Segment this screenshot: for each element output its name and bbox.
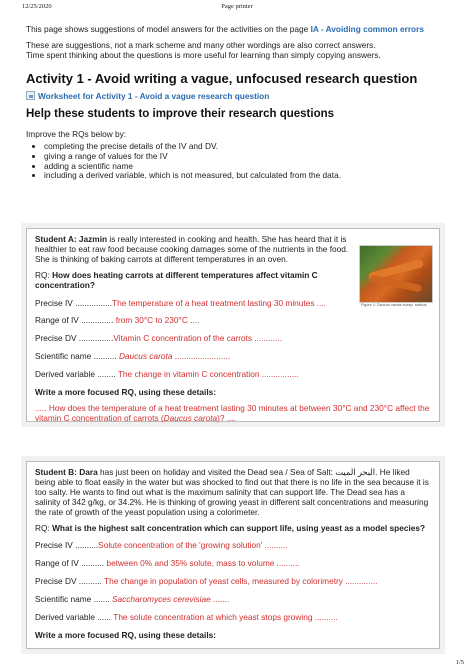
rq-label: RQ: [35,269,53,280]
answer-text: Saccharomyces cerevisiae [109,594,211,605]
scientific-name-row [35,595,431,605]
intro-line-3: Time spent thinking about the questions is more useful for learning than simply copying answers. [26,50,381,61]
answer-text: The change in population of yeast cells, measured by colorimetry .............. [101,576,378,587]
student-a-rq [35,271,355,291]
field-label: Scientific name .......... [35,351,117,362]
worksheet-link[interactable]: Worksheet for Activity 1 - Avoid a vague research question [38,90,270,101]
answer-text: Daucus carota [118,351,173,362]
range-iv-row [35,559,431,569]
page-number: 1/5 [455,659,464,666]
print-header [0,3,474,15]
answer-text: Vitamin C concentration of the carrots ............ [113,333,283,344]
student-b-rq [35,524,431,534]
derived-variable-row [35,613,431,623]
focused-rq-answer [35,404,431,424]
field-label: Precise DV .......... [35,576,102,587]
student-b-intro [35,468,431,518]
student-b-intro-text: has just been on holiday and visited the Dead sea / Sea of Salt: البحر الميت. He liked being able to float easily in the water but was shocked to find out that there is no life in the sea because it is too salty. He wants to find out what is the maximum salinity that can support life. The Dead sea has a salinity of 342 g/kg, or 34.2%. He is thinking of growing yeast in different salt concentrations and measuring the rate of growth of the yeast population using a colorimeter. [35,467,429,517]
list-item: • adding a scientific name [44,162,454,172]
student-b-box [26,461,440,649]
student-b-label: Student B: Dara [35,467,98,477]
improve-intro: Improve the RQs below by: [26,128,127,139]
answer-text: The change in vitamin C concentration ................ [117,369,299,380]
print-date: 12/25/2020 [22,3,52,10]
field-label: Precise DV ............... [35,333,114,344]
student-a-box [26,228,440,422]
list-item: • completing the precise details of the IV and DV. [44,142,454,152]
rq-text: What is the highest salt concentration which can support life, using yeast as a model species? [52,522,426,533]
focused-rq-label: Write a more focused RQ, using these details: [35,387,217,398]
field-label: Derived variable ........ [35,369,116,380]
focused-rq-label: Write a more focused RQ, using these details: [35,629,217,640]
print-title: Page printer [221,3,253,10]
main-content [26,24,454,181]
carrots-photo [359,245,433,303]
student-a-intro-text: is really interested in cooking and health. She has heard that it is healthier to eat raw food because cooking damages some of the nutrients in the food. She is thinking of baking carrots at different temperatures in an oven. [35,234,349,264]
precise-dv-row [35,577,431,587]
list-item: • giving a range of values for the IV [44,152,454,162]
answer-tail: )? .... [217,412,237,423]
answer-tail: ....... [210,594,230,605]
answer-text: The temperature of a heat treatment lasting 30 minutes .... [112,297,326,308]
derived-variable-row [35,370,431,380]
precise-dv-row [35,334,431,344]
answer-text: The solute concentration at which yeast stops growing .......... [113,612,338,623]
improvement-list [26,142,454,181]
document-icon [26,91,35,100]
precise-iv-row [35,541,431,551]
range-iv-row [35,316,431,326]
answer-sci: Daucus carota [163,412,218,423]
worksheet-row [26,91,454,101]
help-title: Help these students to improve their research questions [26,107,335,120]
figure-caption: Figure 1: Daucus carota subsp. sativus [361,303,427,307]
answer-text: ..... How does the temperature of a heat treatment lasting 30 minutes at between 30°C and 230°C affect the vitamin C concentration of carrots ( [35,402,430,423]
field-label: Scientific name ....... [35,594,110,605]
rq-text: How does heating carrots at different temperatures affect vitamin C concentration? [35,269,318,290]
answer-text: from 30°C to 230°C .... [113,315,200,326]
scientific-name-row [35,352,431,362]
field-label: Precise IV .......... [35,540,99,551]
field-label: Precise IV ................ [35,297,112,308]
intro-line-2: These are suggestions, not a mark scheme and many other wordings are also correct answers. [26,40,376,51]
answer-text: between 0% and 35% solute, mass to volume .......... [104,558,300,569]
answer-text: Solute concentration of the 'growing solution' .......... [98,540,288,551]
activity-title: Activity 1 - Avoid writing a vague, unfocused research question [26,70,418,86]
list-item: • including a derived variable, which is not measured, but calculated from the data. [44,171,454,181]
rq-label: RQ: [35,522,53,533]
ia-page-link[interactable]: IA - Avoiding common errors [310,24,424,34]
field-label: Derived variable ...... [35,612,112,623]
answer-tail: ........................ [172,351,231,362]
field-label: Range of IV .............. [35,315,114,326]
student-a-intro [35,235,355,265]
intro-line-1 [26,24,454,34]
intro-text: This page shows suggestions of model answers for the activities on the page [26,24,311,34]
student-a-text [35,235,355,291]
student-a-label: Student A: Jazmin [35,234,108,244]
field-label: Range of IV .......... [35,558,105,569]
